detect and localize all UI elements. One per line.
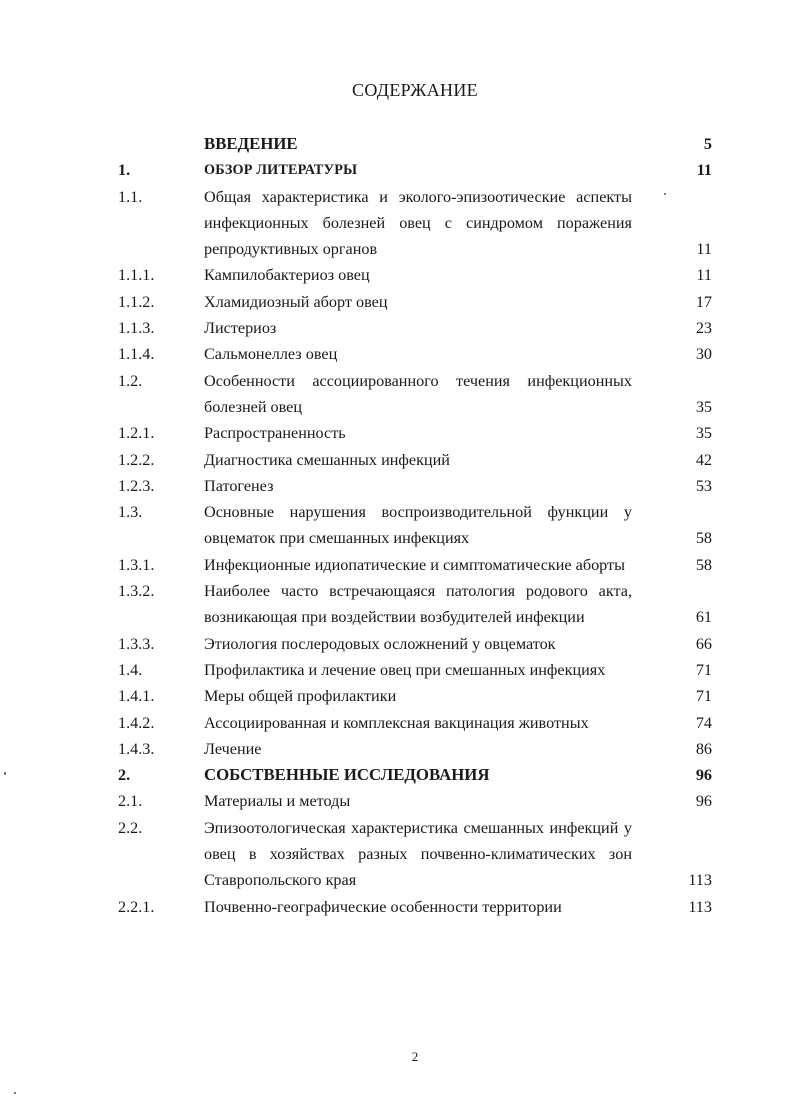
toc-entry: [0, 736, 793, 762]
toc-entry-title: Наиболее часто встречающаяся патология родового акта, возникающая при воздействии возбудителей инфекции: [204, 582, 632, 627]
toc-entry-title: Профилактика и лечение овец при смешанных инфекциях: [204, 660, 606, 679]
toc-entry-title: Этиология послеродовых осложнений у овцематок: [204, 634, 556, 653]
toc-entry-title: Диагностика смешанных инфекций: [204, 450, 450, 469]
toc-entry-number: 1.2.1.: [118, 424, 155, 443]
toc-entry-title: Сальмонеллез овец: [204, 345, 338, 364]
toc-entry: [0, 262, 793, 288]
toc-entry-title: Инфекционные идиопатические и симптоматические аборты: [204, 555, 626, 574]
toc-entry-title: Кампилобактериоз овец: [204, 266, 370, 285]
toc-entry-number: 1.: [118, 161, 131, 180]
toc-entry-page: 74: [695, 713, 712, 732]
toc-entry-page: 11: [696, 161, 712, 180]
toc-entry-page: 58: [695, 555, 712, 574]
toc-entry-title: Почвенно-географические особенности территории: [204, 897, 562, 916]
toc-entry-number: 1.1.1.: [118, 266, 155, 285]
scan-speck: [14, 1092, 16, 1094]
toc-entry-title: Эпизоотологическая характеристика смешанных инфекций у овец в хозяйствах разных почвенно-климатических зон Ставропольского края: [204, 818, 632, 890]
toc-entry: [0, 473, 793, 499]
toc-entry-page: 35: [695, 424, 712, 443]
toc-entry: [0, 762, 793, 788]
toc-entry: [0, 552, 793, 578]
toc-entry-page: 86: [695, 739, 712, 758]
toc-entry-number: 2.2.1.: [118, 897, 155, 916]
toc-entry-title: Листериоз: [204, 319, 277, 338]
toc-entry-page: 71: [695, 660, 712, 679]
scan-speck: [664, 193, 666, 195]
toc-entry-number: 1.4.: [118, 660, 143, 679]
toc-entry: [0, 631, 793, 657]
toc-entry-page: 113: [688, 897, 712, 916]
toc-entry: [0, 289, 793, 315]
toc-entry: [0, 184, 793, 263]
toc-entry: [0, 788, 793, 814]
toc-entry-page: 71: [695, 687, 712, 706]
toc-entry-number: 1.1.3.: [118, 319, 155, 338]
toc-entry-number: 1.1.: [118, 187, 143, 206]
toc-entry-page: 113: [688, 871, 712, 890]
toc-entry: [0, 578, 793, 631]
scan-speck: [4, 772, 6, 775]
toc-entry: [0, 420, 793, 446]
toc-entry-number: 1.4.3.: [118, 739, 155, 758]
toc-entry-title: ОБЗОР ЛИТЕРАТУРЫ: [204, 162, 358, 179]
toc-entry-page: 53: [695, 476, 712, 495]
toc-entry: [0, 157, 793, 183]
toc-entry-page: 96: [695, 792, 712, 811]
toc-entry-page: 42: [695, 450, 712, 469]
toc-entry-title: Особенности ассоциированного течения инфекционных болезней овец: [204, 371, 632, 416]
toc-entry-title: Патогенез: [204, 476, 274, 495]
toc-entry-number: 1.4.1.: [118, 687, 155, 706]
document-title: СОДЕРЖАНИЕ: [352, 80, 478, 100]
table-of-contents: [0, 131, 793, 920]
toc-entry-number: 2.2.: [118, 818, 143, 837]
toc-entry-title: Распространенность: [204, 424, 346, 443]
toc-entry-page: 61: [695, 608, 712, 627]
toc-entry-title: Материалы и методы: [204, 792, 351, 811]
toc-entry-title: СОБСТВЕННЫЕ ИССЛЕДОВАНИЯ: [204, 765, 490, 785]
toc-entry-number: 1.3.2.: [118, 582, 155, 601]
toc-entry: [0, 499, 793, 552]
toc-entry-number: 1.3.3.: [118, 634, 155, 653]
toc-entry-page: 5: [703, 135, 712, 153]
toc-entry-number: 1.1.4.: [118, 345, 155, 364]
toc-entry: [0, 341, 793, 367]
toc-entry: [0, 894, 793, 920]
toc-entry-page: 35: [695, 397, 712, 416]
toc-entry-number: 1.3.: [118, 503, 143, 522]
toc-entry-page: 17: [695, 292, 712, 311]
toc-entry: [0, 657, 793, 683]
toc-entry: [0, 447, 793, 473]
toc-entry-page: 58: [695, 529, 712, 548]
toc-entry-number: 1.2.: [118, 371, 143, 390]
toc-entry-page: 66: [695, 634, 712, 653]
toc-entry-title: Общая характеристика и эколого-эпизоотические аспекты инфекционных болезней овец с синдромом поражения репродуктивных органов: [204, 187, 632, 259]
toc-entry-page: 11: [696, 266, 712, 285]
page-number: 2: [411, 1049, 419, 1064]
toc-entry: [0, 315, 793, 341]
toc-entry: [0, 710, 793, 736]
toc-entry-number: 1.4.2.: [118, 713, 155, 732]
toc-entry: [0, 131, 793, 157]
toc-entry-number: 1.3.1.: [118, 555, 155, 574]
toc-entry-title: Основные нарушения воспроизводительной функции у овцематок при смешанных инфекциях: [204, 503, 632, 548]
toc-entry-number: 1.1.2.: [118, 292, 155, 311]
toc-entry-number: 2.1.: [118, 792, 143, 811]
toc-entry-title: Лечение: [204, 739, 262, 758]
toc-entry: [0, 683, 793, 709]
toc-entry-title: ВВЕДЕНИЕ: [204, 134, 298, 153]
toc-entry-title: Меры общей профилактики: [204, 687, 397, 706]
toc-entry-page: 11: [696, 240, 712, 259]
toc-entry-page: 23: [695, 319, 712, 338]
toc-entry-title: Хламидиозный аборт овец: [204, 292, 388, 311]
toc-entry-number: 2.: [118, 766, 131, 785]
toc-entry-title: Ассоциированная и комплексная вакцинация животных: [204, 713, 589, 732]
toc-entry: [0, 368, 793, 421]
toc-entry-page: 30: [695, 345, 712, 364]
toc-entry-number: 1.2.2.: [118, 450, 155, 469]
toc-entry-page: 96: [695, 766, 712, 785]
toc-entry: [0, 815, 793, 894]
toc-entry-number: 1.2.3.: [118, 476, 155, 495]
